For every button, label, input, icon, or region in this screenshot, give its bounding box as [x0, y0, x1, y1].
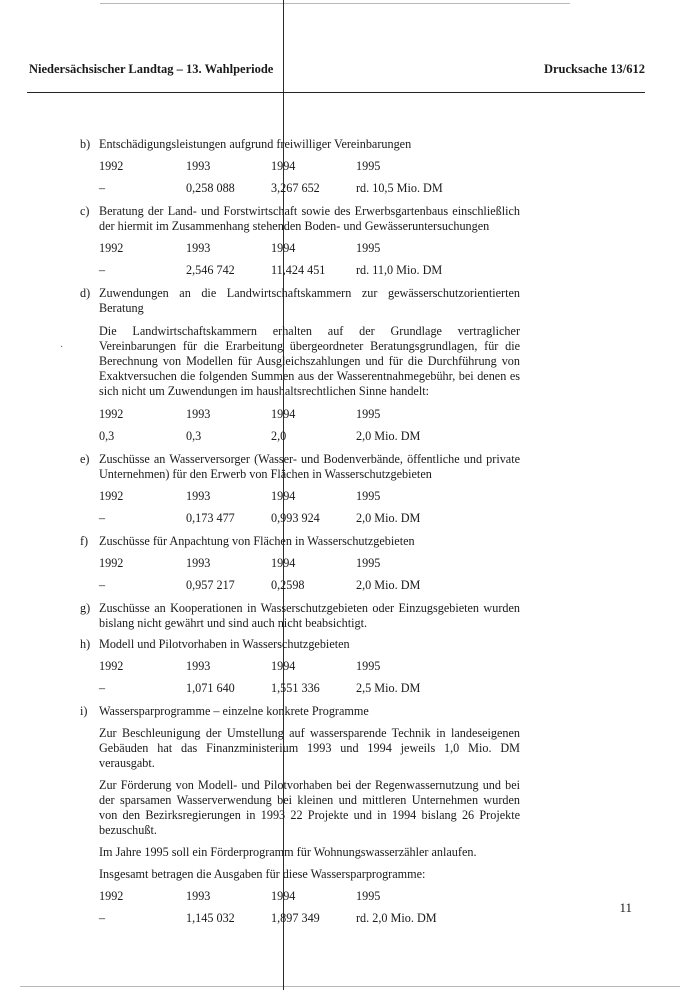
years-row — [99, 407, 520, 422]
value-1993: 1,145 032 — [186, 911, 235, 925]
item-text: Modell und Pilotvorhaben in Wasserschutzgebieten — [99, 637, 350, 651]
page-number: 11 — [619, 900, 632, 915]
item-label: b) — [80, 137, 91, 151]
year-1995: 1995 — [356, 556, 381, 570]
values-row — [99, 681, 520, 696]
value-1992: – — [99, 511, 106, 525]
value-1992: – — [99, 263, 106, 277]
item-text: Wassersparprogramme – einzelne konkrete Programme — [99, 704, 369, 718]
item-text: Zuschüsse an Kooperationen in Wasserschutzgebieten oder Einzugsgebieten wurden bislang nicht gewährt und sind auch nicht beabsichtigt. — [99, 601, 520, 630]
item-i-paragraph-1: Zur Beschleunigung der Umstellung auf wassersparende Technik in landeseigenen Gebäuden hat das Finanzministerium 1993 und 1994 jeweils 1,0 Mio. DM verausgabt. — [99, 726, 520, 770]
value-1993: 0,957 217 — [186, 578, 235, 592]
item-label: d) — [80, 286, 91, 300]
value-1994: 0,993 924 — [271, 511, 320, 525]
item-e — [80, 452, 520, 482]
value-1995: 2,0 Mio. DM — [356, 429, 421, 443]
year-1994: 1994 — [271, 556, 296, 570]
year-1992: 1992 — [99, 241, 124, 255]
year-1992: 1992 — [99, 159, 124, 173]
year-1995: 1995 — [356, 241, 381, 255]
years-row — [99, 159, 520, 174]
years-row — [99, 241, 520, 256]
year-1993: 1993 — [186, 407, 211, 421]
year-1994: 1994 — [271, 159, 296, 173]
item-i-paragraph-3: Im Jahre 1995 soll ein Förderprogramm für Wohnungswasserzähler anlaufen. — [99, 845, 477, 859]
value-1995: rd. 2,0 Mio. DM — [356, 911, 437, 925]
value-1992: – — [99, 181, 106, 195]
year-1992: 1992 — [99, 659, 124, 673]
values-row — [99, 511, 520, 526]
item-label: e) — [80, 452, 90, 466]
value-1993: 1,071 640 — [186, 681, 235, 695]
value-1995: rd. 10,5 Mio. DM — [356, 181, 443, 195]
item-text: Entschädigungsleistungen aufgrund freiwilliger Vereinbarungen — [99, 137, 412, 151]
year-1995: 1995 — [356, 489, 381, 503]
item-b — [80, 137, 520, 152]
item-f — [80, 534, 520, 549]
item-label: i) — [80, 704, 88, 718]
header-document-number: Drucksache 13/612 — [543, 62, 645, 76]
year-1992: 1992 — [99, 556, 124, 570]
year-1993: 1993 — [186, 556, 211, 570]
year-1993: 1993 — [186, 489, 211, 503]
years-row — [99, 659, 520, 674]
value-1995: 2,5 Mio. DM — [356, 681, 421, 695]
value-1993: 0,173 477 — [186, 511, 235, 525]
item-text: Beratung der Land- und Forstwirtschaft sowie des Erwerbsgartenbaus einschließlich der hiermit im Zusammenhang stehenden Boden- und Gewässeruntersuchungen — [99, 204, 520, 233]
value-1994: 11,424 451 — [271, 263, 326, 277]
item-h — [80, 637, 520, 652]
year-1992: 1992 — [99, 889, 124, 903]
scan-artifact-top — [100, 3, 570, 4]
year-1995: 1995 — [356, 659, 381, 673]
item-text: Zuschüsse für Anpachtung von Flächen in Wasserschutzgebieten — [99, 534, 415, 548]
years-row — [99, 489, 520, 504]
item-label: g) — [80, 601, 91, 615]
value-1995: 2,0 Mio. DM — [356, 511, 421, 525]
year-1994: 1994 — [271, 889, 296, 903]
document-body — [80, 137, 520, 926]
value-1992: – — [99, 911, 106, 925]
year-1994: 1994 — [271, 407, 296, 421]
year-1993: 1993 — [186, 659, 211, 673]
years-row — [99, 556, 520, 571]
year-1993: 1993 — [186, 889, 211, 903]
values-row — [99, 911, 520, 926]
year-1994: 1994 — [271, 241, 296, 255]
header-parliament: Niedersächsischer Landtag – 13. Wahlperiode — [29, 62, 274, 76]
values-row — [99, 263, 520, 278]
value-1994: 2,0 — [271, 429, 287, 443]
item-label: f) — [80, 534, 89, 548]
page-header — [27, 58, 645, 93]
value-1992: – — [99, 681, 106, 695]
item-text: Zuwendungen an die Landwirtschaftskammern zur gewässerschutzorientierten Beratung — [99, 286, 520, 315]
years-row — [99, 889, 520, 904]
value-1993: 2,546 742 — [186, 263, 235, 277]
value-1993: 0,258 088 — [186, 181, 235, 195]
value-1994: 3,267 652 — [271, 181, 320, 195]
values-row — [99, 578, 520, 593]
item-label: h) — [80, 637, 91, 651]
item-d — [80, 286, 520, 316]
year-1995: 1995 — [356, 407, 381, 421]
scan-artifact-bottom — [20, 986, 680, 987]
value-1994: 0,2598 — [271, 578, 305, 592]
item-text: Zuschüsse an Wasserversorger (Wasser- und Bodenverbände, öffentliche und private Unternehmen) für den Erwerb von Flächen in Wasserschutzgebieten — [99, 452, 520, 481]
value-1992: – — [99, 578, 106, 592]
year-1992: 1992 — [99, 407, 124, 421]
year-1995: 1995 — [356, 159, 381, 173]
value-1993: 0,3 — [186, 429, 202, 443]
value-1994: 1,551 336 — [271, 681, 320, 695]
item-d-paragraph: Die Landwirtschaftskammern erhalten auf der Grundlage vertraglicher Vereinbarungen für die Erarbeitung übergeordneter Beratungsgrundlagen, für die Berechnung von Modellen für Ausgleichszahlungen und für die Durchführung von Exaktversuchen die folgenden Summen aus der Wasserentnahmegebühr, bei denen es sich nicht um Zuwendungen im haushaltsrechtlichen Sinne handelt: — [99, 324, 520, 398]
value-1994: 1,897 349 — [271, 911, 320, 925]
value-1995: rd. 11,0 Mio. DM — [356, 263, 443, 277]
values-row — [99, 429, 520, 444]
year-1995: 1995 — [356, 889, 381, 903]
item-i — [80, 704, 520, 719]
year-1992: 1992 — [99, 489, 124, 503]
item-c — [80, 204, 520, 234]
value-1992: 0,3 — [99, 429, 115, 443]
item-label: c) — [80, 204, 90, 218]
year-1994: 1994 — [271, 659, 296, 673]
values-row — [99, 181, 520, 196]
margin-mark: · — [60, 342, 64, 353]
item-i-paragraph-4: Insgesamt betragen die Ausgaben für diese Wassersparprogramme: — [99, 867, 426, 881]
item-i-paragraph-2: Zur Förderung von Modell- und Pilotvorhaben bei der Regenwassernutzung und bei der sparsamen Wasserverwendung bei kleinen und mittleren Unternehmen wurden von den Bezirksregierungen in 1993 22 Projekte und in 1994 bislang 26 Projekte bezuschußt. — [99, 778, 520, 837]
year-1994: 1994 — [271, 489, 296, 503]
item-g — [80, 601, 520, 631]
year-1993: 1993 — [186, 159, 211, 173]
year-1993: 1993 — [186, 241, 211, 255]
value-1995: 2,0 Mio. DM — [356, 578, 421, 592]
